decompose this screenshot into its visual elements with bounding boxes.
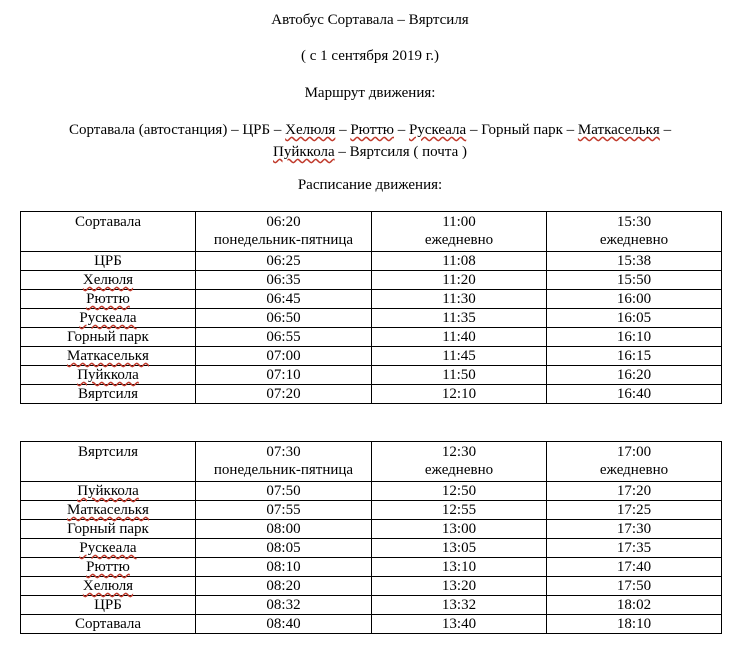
stop-name-cell — [21, 366, 196, 385]
time-cell: 13:00 — [372, 520, 547, 539]
stop-name-cell — [21, 290, 196, 309]
document-subtitle: ( с 1 сентября 2019 г.) — [301, 48, 439, 64]
stop-name-cell — [21, 596, 196, 615]
time-cell: 18:02 — [547, 596, 722, 615]
stop-name: Рюттю — [86, 291, 130, 307]
stop-name-cell — [21, 347, 196, 366]
time-cell: 13:20 — [372, 577, 547, 596]
stop-name: Горный парк — [67, 521, 149, 537]
time-cell: 17:20 — [547, 482, 722, 501]
route-part: – Горный парк – — [466, 122, 578, 138]
time-cell: 16:20 — [547, 366, 722, 385]
time-cell: 08:05 — [196, 539, 372, 558]
time-cell: 16:05 — [547, 309, 722, 328]
stop-name: Вяртсиля — [77, 386, 138, 402]
stop-name-cell — [21, 271, 196, 290]
time-cell: 12:55 — [372, 501, 547, 520]
stop-name: Рускеала — [79, 540, 137, 556]
time-cell: 17:30 — [547, 520, 722, 539]
schedule-table-sortavala-vyartsilya — [20, 211, 722, 404]
table-row — [21, 385, 722, 404]
stop-name-cell — [21, 482, 196, 501]
time-cell: 16:10 — [547, 328, 722, 347]
stop-name-cell — [21, 615, 196, 634]
departure-header-cell — [196, 442, 372, 482]
stop-name-cell — [21, 520, 196, 539]
route-stop: Маткаселькя — [577, 122, 660, 138]
route-part: – — [659, 122, 672, 138]
time-cell: 15:50 — [547, 271, 722, 290]
table-row — [21, 615, 722, 634]
time-cell: 16:40 — [547, 385, 722, 404]
route-stop: Хелюля — [285, 122, 336, 138]
table-row — [21, 309, 722, 328]
time-cell: 11:30 — [372, 290, 547, 309]
time-cell: 08:20 — [196, 577, 372, 596]
table-row — [21, 520, 722, 539]
stop-name: Пуйккола — [77, 483, 139, 499]
stop-name: ЦРБ — [94, 597, 122, 613]
departure-time: 12:30 — [441, 444, 477, 460]
table-row — [21, 539, 722, 558]
origin-stop-cell: Вяртсиля — [21, 442, 196, 482]
time-cell: 13:40 — [372, 615, 547, 634]
stop-name-cell — [21, 252, 196, 271]
time-cell: 13:32 — [372, 596, 547, 615]
stop-name: ЦРБ — [94, 253, 122, 269]
time-cell: 08:10 — [196, 558, 372, 577]
table-row — [21, 577, 722, 596]
route-stop: Рюттю — [350, 122, 394, 138]
route-heading: Маршрут движения: — [304, 85, 436, 101]
stop-name: Маткаселькя — [67, 502, 149, 518]
departure-days: ежедневно — [424, 232, 494, 248]
route-description — [20, 119, 720, 163]
departure-header-cell — [547, 442, 722, 482]
table-row — [21, 328, 722, 347]
time-cell: 11:20 — [372, 271, 547, 290]
time-cell: 06:25 — [196, 252, 372, 271]
time-cell: 11:08 — [372, 252, 547, 271]
time-cell: 11:45 — [372, 347, 547, 366]
time-cell: 07:20 — [196, 385, 372, 404]
stop-name: Рускеала — [79, 310, 137, 326]
time-cell: 17:50 — [547, 577, 722, 596]
schedule-heading: Расписание движения: — [297, 177, 443, 193]
departure-time: 17:00 — [616, 444, 652, 460]
table-row — [21, 347, 722, 366]
time-cell: 08:00 — [196, 520, 372, 539]
stop-name-cell — [21, 385, 196, 404]
time-cell: 11:35 — [372, 309, 547, 328]
table-row — [21, 558, 722, 577]
time-cell: 07:50 — [196, 482, 372, 501]
stop-name: Сортавала — [74, 616, 142, 632]
departure-days: ежедневно — [599, 232, 669, 248]
time-cell: 08:40 — [196, 615, 372, 634]
time-cell: 16:15 — [547, 347, 722, 366]
departure-header-cell — [196, 212, 372, 252]
time-cell: 07:10 — [196, 366, 372, 385]
stop-name: Пуйккола — [77, 367, 139, 383]
stop-name-cell — [21, 501, 196, 520]
stop-name: Маткаселькя — [67, 348, 149, 364]
route-stop: Рускеала — [409, 122, 467, 138]
stop-name: Горный парк — [67, 329, 149, 345]
stop-name: Хелюля — [82, 578, 134, 594]
departure-header-cell — [372, 212, 547, 252]
stop-name-cell — [21, 558, 196, 577]
time-cell: 07:55 — [196, 501, 372, 520]
departure-header-cell — [547, 212, 722, 252]
departure-header-cell — [372, 442, 547, 482]
time-cell: 15:38 — [547, 252, 722, 271]
route-part: – — [335, 122, 351, 138]
departure-days: понедельник-пятница — [213, 232, 354, 248]
time-cell: 06:45 — [196, 290, 372, 309]
time-cell: 06:35 — [196, 271, 372, 290]
route-part: – — [394, 122, 409, 138]
departure-days: ежедневно — [424, 462, 494, 478]
schedule-table-vyartsilya-sortavala — [20, 441, 722, 634]
time-cell: 16:00 — [547, 290, 722, 309]
table-row — [21, 596, 722, 615]
table-row — [21, 366, 722, 385]
stop-name-cell — [21, 328, 196, 347]
departure-days: понедельник-пятница — [213, 462, 354, 478]
table-body — [21, 442, 722, 634]
table-row — [21, 501, 722, 520]
time-cell: 11:50 — [372, 366, 547, 385]
departure-time: 11:00 — [442, 214, 476, 230]
time-cell: 18:10 — [547, 615, 722, 634]
table-body — [21, 212, 722, 404]
time-cell: 12:50 — [372, 482, 547, 501]
stop-name-cell — [21, 577, 196, 596]
table-header-row — [21, 442, 722, 482]
departure-time: 15:30 — [616, 214, 652, 230]
route-part: – Вяртсиля ( почта ) — [334, 144, 467, 160]
table-row — [21, 271, 722, 290]
stop-name: Рюттю — [86, 559, 130, 575]
time-cell: 17:35 — [547, 539, 722, 558]
time-cell: 13:05 — [372, 539, 547, 558]
table-row — [21, 482, 722, 501]
stop-name-cell — [21, 309, 196, 328]
time-cell: 07:00 — [196, 347, 372, 366]
table-row — [21, 290, 722, 309]
time-cell: 06:55 — [196, 328, 372, 347]
stop-name-cell — [21, 539, 196, 558]
time-cell: 17:25 — [547, 501, 722, 520]
departure-days: ежедневно — [599, 462, 669, 478]
time-cell: 11:40 — [372, 328, 547, 347]
table-row — [21, 252, 722, 271]
time-cell: 06:50 — [196, 309, 372, 328]
departure-time: 07:30 — [266, 444, 301, 460]
departure-time: 06:20 — [266, 214, 301, 230]
time-cell: 13:10 — [372, 558, 547, 577]
route-part: Сортавала (автостанция) – ЦРБ – — [68, 122, 286, 138]
origin-stop-cell: Сортавала — [21, 212, 196, 252]
table-header-row — [21, 212, 722, 252]
time-cell: 08:32 — [196, 596, 372, 615]
route-stop: Пуйккола — [273, 144, 335, 160]
stop-name: Хелюля — [82, 272, 134, 288]
document-title: Автобус Сортавала – Вяртсиля — [271, 12, 469, 28]
time-cell: 17:40 — [547, 558, 722, 577]
time-cell: 12:10 — [372, 385, 547, 404]
